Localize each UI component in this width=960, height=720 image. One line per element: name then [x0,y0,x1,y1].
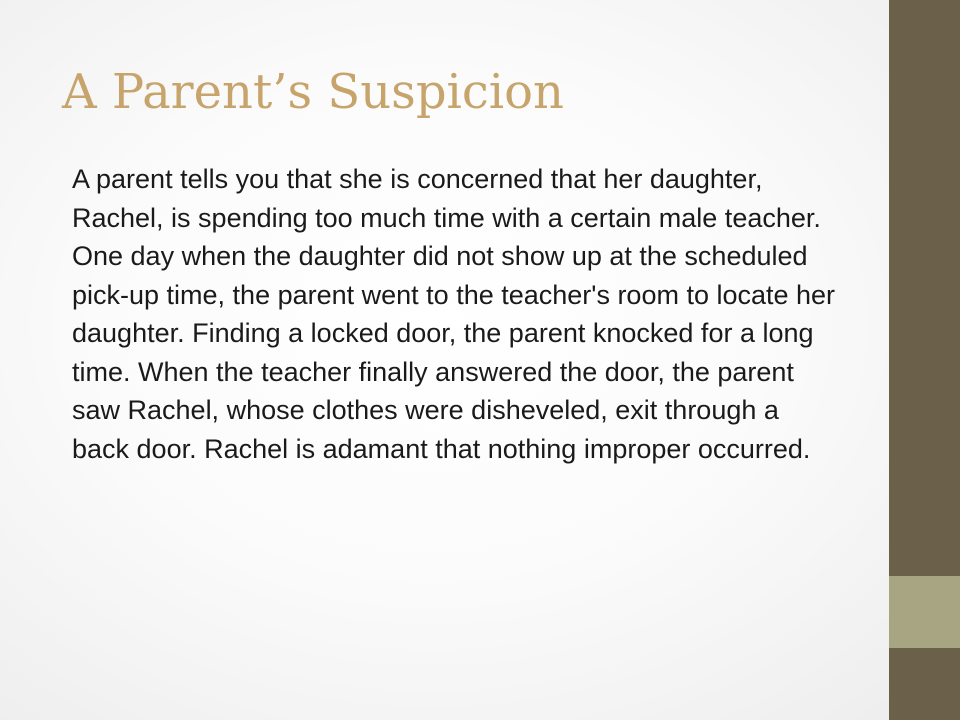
sidebar-band-middle [889,576,960,648]
slide-body-text: A parent tells you that she is concerned that her daughter, Rachel, is spending too much time with a certain male teacher. One day when the daughter did not show up at the scheduled pick-up time, the parent went to the teacher's room to locate her daughter. Finding a locked door, the parent knocked for a long time. When the teacher finally answered the door, the parent saw Rachel, whose clothes were disheveled, exit through a back door. Rachel is adamant that nothing improper occurred. [72,164,836,464]
sidebar-band-bottom [889,648,960,720]
sidebar-band-top [889,0,960,576]
slide-title: A Parent’s Suspicion [62,64,564,120]
